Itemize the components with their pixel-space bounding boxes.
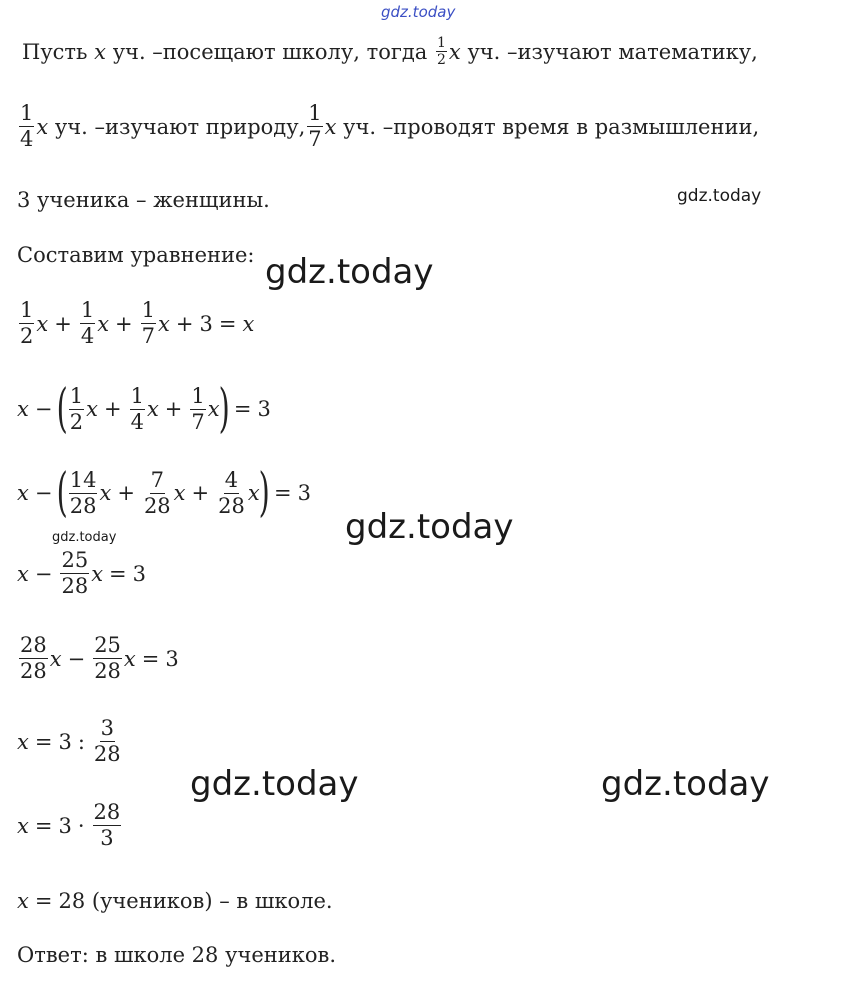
fraction: $\frac{1}{4}$ (20, 101, 34, 151)
equation-2: x − ( $\frac{1}{2}$ x + $\frac{1}{4}$ x + $\frac{1}{7}$ x ) = 3 (17, 379, 271, 439)
text: уч. –проводят время в размышлении, (343, 114, 760, 139)
watermark: gdz.today (601, 764, 770, 804)
text: уч. –изучают математику, (467, 39, 758, 64)
problem-line-2 (17, 103, 759, 150)
text: уч. –посещают школу, тогда (112, 39, 428, 64)
var-x: x (324, 114, 337, 139)
equation-4: x − $\frac{25}{28}$ x = 3 (17, 548, 147, 598)
text: уч. –изучают природу, (54, 114, 306, 139)
watermark: gdz.today (52, 530, 117, 545)
problem-line-4: Составим уравнение: (17, 243, 255, 267)
var-x: x (94, 39, 107, 64)
fraction: $\frac{1}{4}$ (80, 298, 95, 348)
equation-1: $\frac{1}{2}$ x + $\frac{1}{4}$ x + $\frac{1}{7}$ x + 3 = x (20, 298, 255, 348)
watermark: gdz.today (381, 3, 456, 21)
equation-5: $\frac{28}{28}$ x − $\frac{25}{28}$ x = 3 (20, 633, 179, 683)
text: Пусть (22, 39, 88, 64)
fraction: $\frac{1}{7}$ (308, 101, 322, 151)
equation-7: x = 3 · $\frac{28}{3}$ (17, 800, 121, 850)
equation-3: x − ( $\frac{14}{28}$ x + $\frac{7}{28}$ x + $\frac{4}{28}$ x ) = 3 (17, 463, 311, 523)
var-x: x (36, 114, 49, 139)
watermark: gdz.today (677, 186, 762, 206)
watermark: gdz.today (265, 252, 434, 292)
fraction: $\frac{1}{2}$ (436, 35, 446, 68)
problem-line-3: 3 ученика – женщины. (17, 188, 270, 212)
answer: Ответ: в школе 28 учеников. (17, 943, 337, 967)
problem-line-1 (22, 36, 758, 67)
var-x: x (448, 39, 461, 64)
watermark: gdz.today (190, 764, 359, 804)
fraction: $\frac{1}{7}$ (141, 298, 156, 348)
watermark: gdz.today (345, 507, 514, 547)
equation-8: x = 28 (учеников) – в школе. (17, 889, 333, 913)
equation-6: x = 3 : $\frac{3}{28}$ (17, 716, 121, 766)
fraction: $\frac{1}{2}$ (20, 298, 34, 348)
